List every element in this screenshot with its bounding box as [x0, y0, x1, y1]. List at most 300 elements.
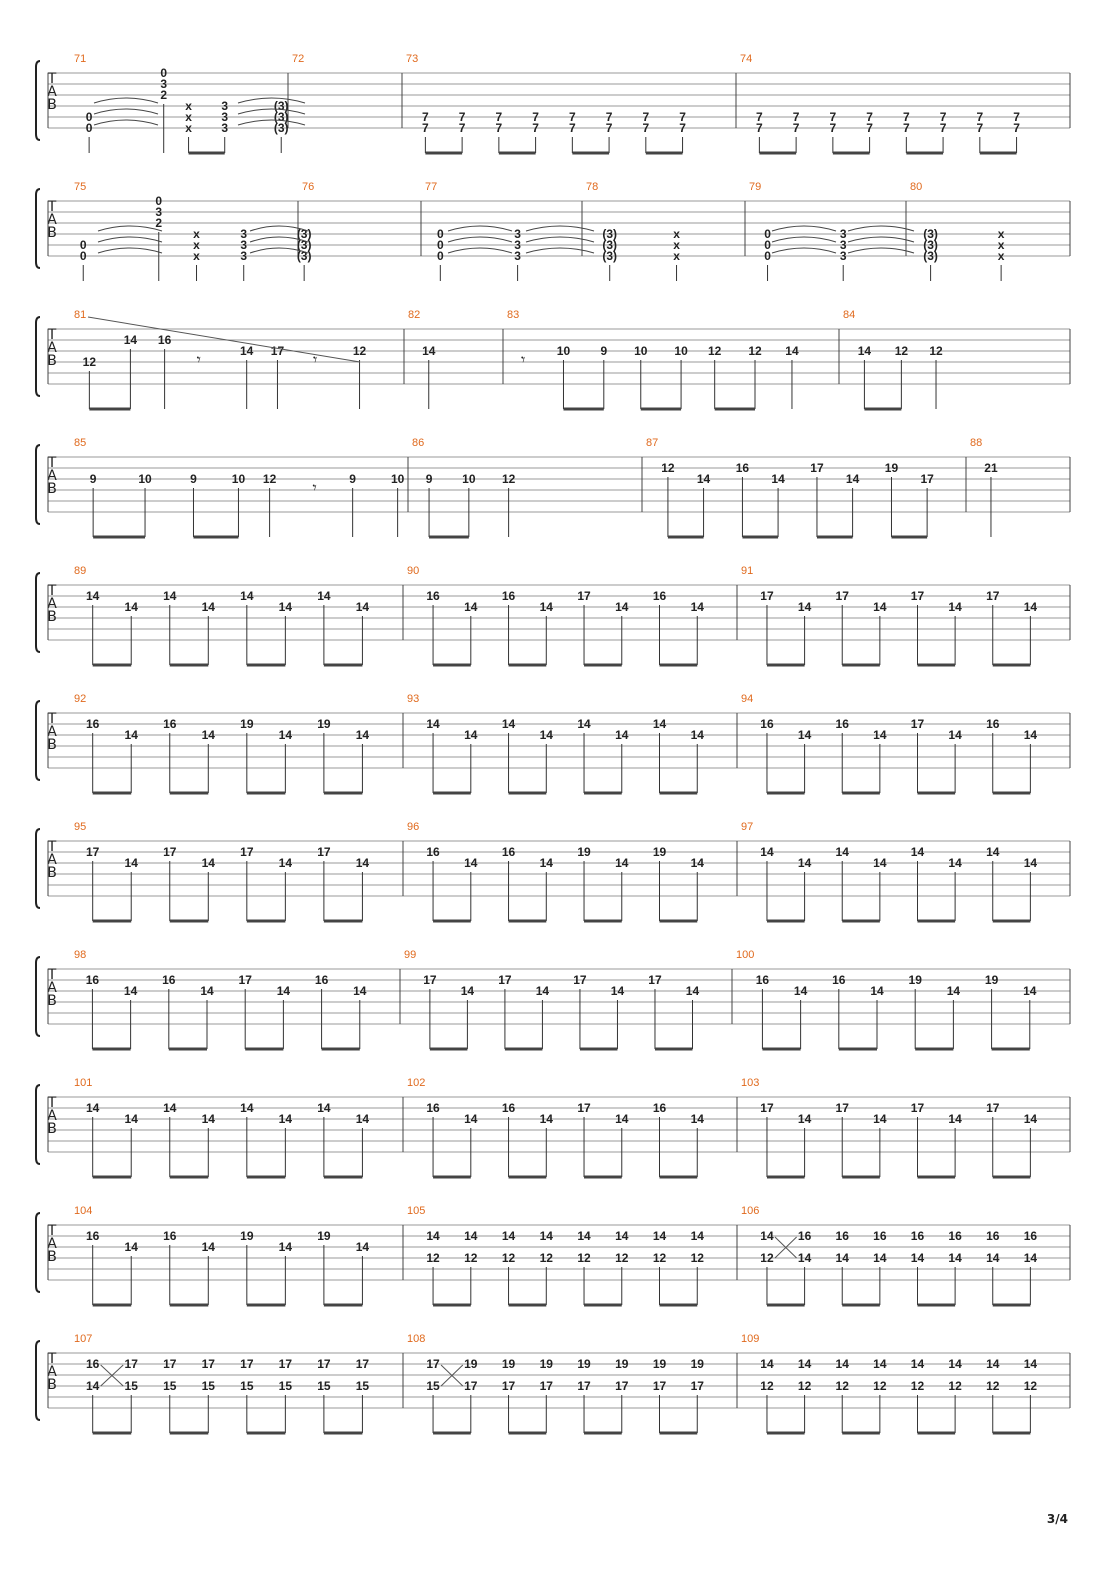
fret-number: 14 [464, 600, 478, 614]
fret-number: 14 [1023, 600, 1038, 614]
fret-number: 12 [577, 1251, 591, 1265]
fret-number: 7 [792, 110, 800, 124]
fret-number: 14 [1023, 856, 1038, 870]
fret-number: x [997, 249, 1005, 263]
measure-number: 108 [407, 1333, 426, 1345]
measure-number: 88 [970, 437, 983, 449]
fret-number: 14 [948, 1357, 962, 1371]
measure-number: 109 [741, 1333, 760, 1345]
measure-number: 89 [74, 565, 87, 577]
fret-number: 0 [155, 194, 163, 208]
fret-number: 14 [200, 984, 214, 998]
fret-number: (3) [296, 249, 312, 263]
fret-number: 19 [652, 845, 667, 859]
fret-number: 9 [600, 344, 608, 358]
fret-number: 10 [138, 472, 152, 486]
fret-number: 0 [436, 227, 444, 241]
fret-number: 12 [1023, 1379, 1038, 1393]
fret-number: (3) [273, 110, 289, 124]
measure-number: 87 [646, 437, 659, 449]
fret-number: 19 [577, 845, 591, 859]
fret-number: 17 [690, 1379, 704, 1393]
fret-number: 7 [605, 121, 613, 135]
fret-number: 14 [615, 1229, 629, 1243]
fret-number: 16 [835, 717, 849, 731]
eighth-rest: 𝄾 [312, 350, 318, 369]
fret-number: 3 [221, 121, 229, 135]
fret-number: 14 [835, 1251, 849, 1265]
fret-number: 14 [1023, 1251, 1038, 1265]
fret-number: 14 [797, 728, 812, 742]
fret-number: 14 [501, 717, 516, 731]
tie-arc [772, 237, 836, 242]
tab-clef-letter: T [47, 1223, 57, 1239]
fret-number: 7 [902, 121, 910, 135]
fret-number: 12 [82, 355, 97, 369]
tab-clef-letter: B [47, 865, 57, 881]
fret-number: 7 [495, 121, 503, 135]
fret-number: 14 [873, 1357, 887, 1371]
fret-number: 7 [495, 110, 503, 124]
fret-number: 16 [501, 589, 516, 603]
fret-number: 16 [835, 1229, 849, 1243]
fret-number: 14 [870, 984, 884, 998]
measure-number: 98 [74, 949, 87, 961]
fret-number: 14 [355, 728, 370, 742]
fret-number: x [193, 238, 200, 252]
measure-number: 82 [408, 309, 421, 321]
fret-number: 3 [839, 249, 847, 263]
fret-number: 16 [910, 1229, 925, 1243]
eighth-rest: 𝄾 [312, 478, 317, 497]
fret-number: 12 [748, 344, 762, 358]
fret-number: 14 [948, 600, 962, 614]
fret-number: (3) [273, 121, 289, 135]
fret-number: x [193, 227, 200, 241]
tab-clef-letter: A [47, 596, 57, 612]
fret-number: 14 [123, 333, 138, 347]
fret-number: 17 [124, 1357, 138, 1371]
fret-number: 19 [240, 717, 254, 731]
fret-number: 14 [539, 600, 553, 614]
fret-number: 14 [276, 984, 291, 998]
fret-number: 14 [464, 728, 478, 742]
tie-arc [94, 109, 158, 114]
fret-number: 16 [652, 589, 667, 603]
fret-number: 14 [501, 1229, 516, 1243]
fret-number: (3) [602, 227, 618, 241]
fret-number: 12 [352, 344, 367, 358]
measure-number: 77 [425, 181, 438, 193]
fret-number: 16 [314, 973, 329, 987]
tie-arc [848, 248, 914, 253]
fret-number: 17 [317, 1357, 331, 1371]
tab-clef-letter: A [47, 212, 57, 228]
fret-number: 14 [652, 717, 667, 731]
fret-number: 14 [760, 845, 774, 859]
fret-number: 14 [948, 1112, 962, 1126]
fret-number: 17 [577, 1101, 591, 1115]
fret-number: 17 [810, 461, 824, 475]
fret-number: x [673, 227, 680, 241]
fret-number: 2 [155, 216, 163, 230]
fret-number: 7 [532, 110, 539, 124]
fret-number: 14 [124, 728, 138, 742]
fret-number: 14 [123, 984, 138, 998]
fret-number: 17 [835, 1101, 849, 1115]
fret-number: 19 [984, 973, 999, 987]
fret-number: 9 [190, 472, 197, 486]
fret-number: 21 [984, 461, 998, 475]
fret-number: 7 [756, 121, 763, 135]
fret-number: 14 [910, 1251, 925, 1265]
fret-number: 10 [231, 472, 246, 486]
fret-number: 16 [948, 1229, 962, 1243]
measure-number: 80 [910, 181, 923, 193]
fret-number: 17 [423, 973, 437, 987]
fret-number: 14 [240, 1101, 254, 1115]
fret-number: 17 [573, 973, 587, 987]
fret-number: 14 [797, 856, 812, 870]
fret-number: 17 [238, 973, 252, 987]
fret-number: 14 [948, 856, 962, 870]
fret-number: 14 [278, 1240, 293, 1254]
fret-number: 16 [426, 1101, 440, 1115]
fret-number: 14 [86, 1101, 100, 1115]
fret-number: 15 [240, 1379, 254, 1393]
measure-number: 103 [741, 1077, 760, 1089]
fret-number: 16 [86, 1229, 100, 1243]
fret-number: 14 [793, 984, 808, 998]
fret-number: 14 [760, 1357, 774, 1371]
tab-clef-letter: B [47, 225, 57, 241]
tab-clef-letter: T [47, 1095, 57, 1111]
fret-number: 12 [835, 1379, 849, 1393]
fret-number: 14 [426, 717, 440, 731]
fret-number: 16 [162, 973, 176, 987]
tab-clef-letter: A [47, 84, 57, 100]
fret-number: 7 [1013, 110, 1020, 124]
tab-clef-letter: T [47, 327, 57, 343]
fret-number: 14 [355, 856, 370, 870]
fret-number: 7 [568, 121, 576, 135]
fret-number: 17 [240, 845, 254, 859]
fret-number: 0 [436, 249, 444, 263]
tie-arc [448, 248, 512, 253]
fret-number: 19 [652, 1357, 667, 1371]
fret-number: 14 [124, 1240, 138, 1254]
fret-number: x [997, 227, 1005, 241]
fret-number: 0 [85, 121, 93, 135]
fret-number: 12 [929, 344, 943, 358]
fret-number: 14 [696, 472, 711, 486]
fret-number: 15 [355, 1379, 370, 1393]
fret-number: 14 [201, 1240, 215, 1254]
fret-number: 7 [458, 121, 466, 135]
tie-arc [238, 109, 305, 114]
tab-clef-letter: T [47, 711, 57, 727]
system-bracket [36, 957, 40, 1036]
fret-number: 7 [458, 110, 466, 124]
fret-number: 12 [539, 1251, 553, 1265]
fret-number: 17 [577, 589, 591, 603]
fret-number: 14 [317, 589, 331, 603]
fret-number: 3 [221, 110, 229, 124]
fret-number: 14 [797, 1251, 812, 1265]
fret-number: (3) [273, 99, 289, 113]
fret-number: 7 [829, 110, 837, 124]
fret-number: 14 [355, 1240, 370, 1254]
fret-number: 16 [426, 845, 440, 859]
measure-number: 76 [302, 181, 315, 193]
eighth-rest: 𝄾 [521, 350, 526, 369]
fret-number: 14 [317, 1101, 331, 1115]
fret-number: 14 [910, 1357, 925, 1371]
fret-number: 2 [160, 88, 168, 102]
fret-number: 17 [986, 1101, 1000, 1115]
tie-arc [526, 248, 594, 253]
fret-number: 19 [317, 717, 331, 731]
fret-number: 14 [835, 1357, 849, 1371]
fret-number: 7 [679, 110, 686, 124]
fret-number: 10 [634, 344, 648, 358]
fret-number: 14 [797, 1357, 812, 1371]
fret-number: 14 [690, 728, 704, 742]
fret-number: x [185, 110, 192, 124]
fret-number: 16 [760, 717, 774, 731]
fret-number: 3 [240, 249, 248, 263]
system-bracket [36, 317, 40, 396]
fret-number: 14 [278, 856, 293, 870]
system-bracket [36, 573, 40, 652]
measure-number: 83 [507, 309, 520, 321]
fret-number: 7 [939, 110, 947, 124]
tab-clef-letter: B [47, 481, 57, 497]
fret-number: 14 [163, 1101, 177, 1115]
fret-number: 17 [240, 1357, 254, 1371]
fret-number: 17 [317, 845, 331, 859]
fret-number: 14 [690, 1229, 704, 1243]
fret-number: 16 [735, 461, 750, 475]
fret-number: 16 [426, 589, 440, 603]
fret-number: 16 [163, 1229, 177, 1243]
measure-number: 96 [407, 821, 420, 833]
fret-number: 19 [464, 1357, 478, 1371]
fret-number: 12 [948, 1379, 962, 1393]
tab-clef-letter: B [47, 1377, 57, 1393]
measure-number: 79 [749, 181, 762, 193]
tab-clef-letter: B [47, 737, 57, 753]
fret-number: 19 [615, 1357, 629, 1371]
fret-number: x [997, 238, 1005, 252]
fret-number: 12 [690, 1251, 704, 1265]
fret-number: 14 [201, 728, 215, 742]
fret-number: 7 [976, 121, 984, 135]
system-bracket [36, 189, 40, 268]
fret-number: 17 [163, 845, 177, 859]
fret-number: 7 [568, 110, 576, 124]
tie-arc [238, 120, 305, 125]
fret-number: 3 [514, 249, 521, 263]
fret-number: 16 [163, 717, 177, 731]
fret-number: (3) [602, 238, 618, 252]
fret-number: 17 [498, 973, 512, 987]
tie-arc [848, 226, 914, 231]
fret-number: 16 [501, 1101, 516, 1115]
fret-number: 15 [201, 1379, 215, 1393]
fret-number: 17 [910, 589, 925, 603]
fret-number: 9 [349, 472, 356, 486]
fret-number: 7 [792, 121, 800, 135]
tab-clef-letter: T [47, 583, 57, 599]
fret-number: 15 [278, 1379, 293, 1393]
fret-number: 17 [760, 1101, 774, 1115]
fret-number: 10 [390, 472, 405, 486]
fret-number: x [673, 238, 680, 252]
fret-number: 17 [615, 1379, 629, 1393]
fret-number: 14 [353, 984, 367, 998]
fret-number: 3 [160, 77, 168, 91]
tie-arc [98, 248, 162, 253]
fret-number: 0 [85, 110, 93, 124]
fret-number: 12 [873, 1379, 887, 1393]
fret-number: 15 [426, 1379, 440, 1393]
system-bracket [36, 61, 40, 140]
fret-number: 3 [839, 227, 847, 241]
tie-arc [526, 226, 594, 231]
fret-number: 7 [1013, 121, 1020, 135]
fret-number: 16 [797, 1229, 812, 1243]
fret-number: 7 [902, 110, 910, 124]
tie-arc [238, 98, 305, 103]
fret-number: 16 [873, 1229, 887, 1243]
fret-number: 14 [86, 1379, 100, 1393]
fret-number: (3) [296, 238, 312, 252]
fret-number: 14 [948, 728, 962, 742]
eighth-rest: 𝄾 [196, 350, 201, 369]
tie-arc [772, 248, 836, 253]
fret-number: 14 [845, 472, 860, 486]
fret-number: 12 [760, 1251, 774, 1265]
measure-number: 101 [74, 1077, 93, 1089]
tie-arc [98, 237, 162, 242]
fret-number: 14 [690, 1112, 704, 1126]
fret-number: 12 [910, 1379, 925, 1393]
fret-number: 14 [124, 1112, 138, 1126]
fret-number: 7 [422, 110, 429, 124]
fret-number: 14 [771, 472, 785, 486]
measure-number: 102 [407, 1077, 426, 1089]
fret-number: 16 [652, 1101, 667, 1115]
fret-number: 14 [577, 1229, 591, 1243]
fret-number: 17 [648, 973, 662, 987]
tab-clef-letter: A [47, 852, 57, 868]
fret-number: (3) [923, 249, 938, 263]
tie-arc [94, 98, 158, 103]
measure-number: 86 [412, 437, 425, 449]
fret-number: 10 [462, 472, 476, 486]
fret-number: 7 [605, 110, 613, 124]
fret-number: 14 [539, 1229, 553, 1243]
fret-number: 7 [829, 121, 837, 135]
fret-number: 19 [690, 1357, 704, 1371]
fret-number: 14 [86, 589, 100, 603]
system-bracket [36, 1085, 40, 1164]
tab-clef-letter: T [47, 455, 57, 471]
fret-number: 14 [615, 728, 629, 742]
fret-number: 14 [539, 1112, 553, 1126]
fret-number: 17 [163, 1357, 177, 1371]
fret-number: 7 [756, 110, 763, 124]
fret-number: 7 [939, 121, 947, 135]
tie-arc [772, 226, 836, 231]
fret-number: 17 [501, 1379, 516, 1393]
measure-number: 84 [843, 309, 856, 321]
fret-number: 14 [760, 1229, 774, 1243]
tie-arc [848, 237, 914, 242]
tab-clef-letter: T [47, 71, 57, 87]
fret-number: 14 [1023, 1357, 1038, 1371]
fret-number: 14 [873, 856, 887, 870]
fret-number: 3 [221, 99, 229, 113]
fret-number: 19 [501, 1357, 516, 1371]
fret-number: 14 [986, 845, 1000, 859]
measure-number: 93 [407, 693, 420, 705]
fret-number: 16 [85, 973, 100, 987]
fret-number: 3 [514, 238, 521, 252]
fret-number: 17 [986, 589, 1000, 603]
fret-number: 14 [163, 589, 177, 603]
fret-number: 12 [464, 1251, 478, 1265]
measure-number: 94 [741, 693, 754, 705]
fret-number: 14 [355, 600, 370, 614]
fret-number: 16 [1023, 1229, 1038, 1243]
fret-number: 17 [910, 717, 925, 731]
tab-clef-letter: A [47, 1236, 57, 1252]
fret-number: 14 [857, 344, 872, 358]
measure-number: 75 [74, 181, 87, 193]
fret-number: 3 [240, 227, 248, 241]
fret-number: 12 [426, 1251, 440, 1265]
fret-number: 14 [610, 984, 625, 998]
fret-number: (3) [923, 238, 938, 252]
fret-number: 12 [615, 1251, 629, 1265]
fret-number: 16 [501, 845, 516, 859]
fret-number: 0 [79, 249, 87, 263]
fret-number: 14 [615, 600, 629, 614]
fret-number: 0 [764, 249, 771, 263]
fret-number: 15 [317, 1379, 331, 1393]
fret-number: 19 [884, 461, 899, 475]
fret-number: 14 [1023, 728, 1038, 742]
measure-number: 90 [407, 565, 420, 577]
fret-number: 14 [948, 1251, 962, 1265]
fret-number: 19 [908, 973, 922, 987]
tab-clef-letter: T [47, 1351, 57, 1367]
fret-number: 16 [86, 1357, 100, 1371]
fret-number: 14 [986, 1251, 1000, 1265]
fret-number: 12 [708, 344, 722, 358]
tab-clef-letter: B [47, 353, 57, 369]
fret-number: 19 [577, 1357, 591, 1371]
fret-number: 7 [866, 121, 873, 135]
fret-number: 19 [240, 1229, 254, 1243]
fret-number: 7 [976, 110, 984, 124]
fret-number: 14 [873, 1112, 887, 1126]
fret-number: 17 [86, 845, 100, 859]
fret-number: 14 [785, 344, 799, 358]
fret-number: 14 [910, 845, 925, 859]
